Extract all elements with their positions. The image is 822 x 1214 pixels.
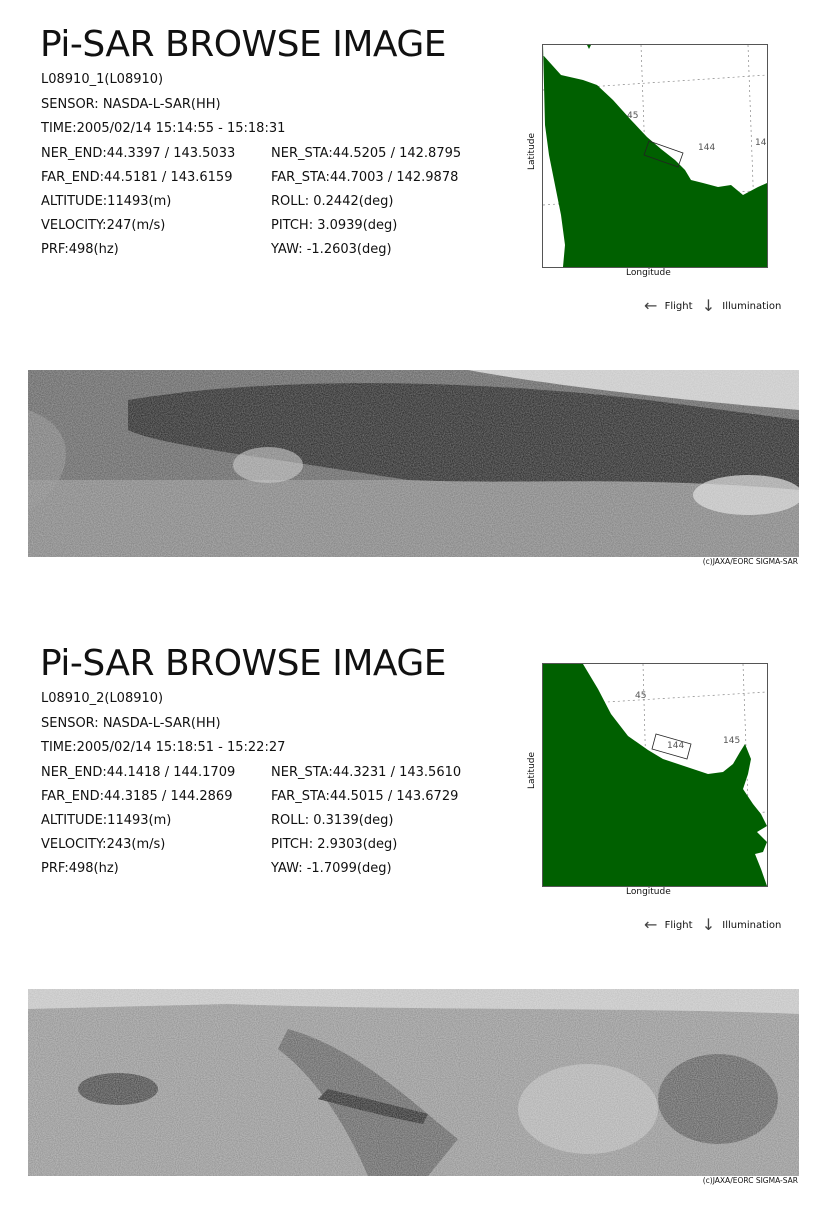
- illumination-arrow-icon: ↓: [701, 915, 716, 934]
- copyright-credit: (c)JAXA/EORC SIGMA-SAR: [702, 557, 798, 566]
- page-title: Pi-SAR BROWSE IMAGE: [40, 24, 447, 65]
- sar-image: [28, 989, 799, 1176]
- grid-label: 14: [755, 138, 767, 148]
- roll-info: ROLL: 0.3139(deg): [271, 813, 394, 828]
- time-info: TIME:2005/02/14 15:18:51 - 15:22:27: [41, 740, 286, 755]
- latitude-label: Latitude: [527, 751, 537, 789]
- illumination-label: Illumination: [722, 919, 782, 931]
- pitch-info: PITCH: 3.0939(deg): [271, 218, 398, 233]
- latitude-label: Latitude: [527, 132, 537, 170]
- near-end-coords: NER_END:44.3397 / 143.5033: [41, 146, 236, 161]
- location-map: [542, 663, 768, 887]
- flight-label: Flight: [664, 300, 693, 312]
- flight-arrow-icon: ←: [644, 296, 658, 315]
- sensor-info: SENSOR: NASDA-L-SAR(HH): [41, 97, 221, 112]
- page-title: Pi-SAR BROWSE IMAGE: [40, 643, 447, 684]
- prf-info: PRF:498(hz): [41, 861, 119, 876]
- flight-label: Flight: [664, 919, 693, 931]
- browse-panel-1: [0, 0, 822, 595]
- grid-label: 144: [667, 741, 685, 751]
- scene-id: L08910_2(L08910): [41, 691, 164, 706]
- map-graphic: [543, 664, 767, 886]
- location-map: [542, 44, 768, 268]
- time-info: TIME:2005/02/14 15:14:55 - 15:18:31: [41, 121, 286, 136]
- pitch-info: PITCH: 2.9303(deg): [271, 837, 398, 852]
- direction-legend: [644, 296, 781, 315]
- grid-label: 45: [627, 111, 639, 121]
- near-start-coords: NER_STA:44.3231 / 143.5610: [271, 765, 462, 780]
- sar-image: [28, 370, 799, 557]
- velocity-info: VELOCITY:243(m/s): [41, 837, 166, 852]
- far-end-coords: FAR_END:44.3185 / 144.2869: [41, 789, 233, 804]
- far-end-coords: FAR_END:44.5181 / 143.6159: [41, 170, 233, 185]
- longitude-label: Longitude: [626, 887, 671, 897]
- far-start-coords: FAR_STA:44.5015 / 143.6729: [271, 789, 459, 804]
- map-graphic: [543, 45, 767, 267]
- altitude-info: ALTITUDE:11493(m): [41, 813, 172, 828]
- yaw-info: YAW: -1.2603(deg): [271, 242, 392, 257]
- near-start-coords: NER_STA:44.5205 / 142.8795: [271, 146, 462, 161]
- altitude-info: ALTITUDE:11493(m): [41, 194, 172, 209]
- roll-info: ROLL: 0.2442(deg): [271, 194, 394, 209]
- sensor-info: SENSOR: NASDA-L-SAR(HH): [41, 716, 221, 731]
- flight-arrow-icon: ←: [644, 915, 658, 934]
- velocity-info: VELOCITY:247(m/s): [41, 218, 166, 233]
- near-end-coords: NER_END:44.1418 / 144.1709: [41, 765, 236, 780]
- land-mass: [543, 664, 767, 886]
- grid-label: 145: [723, 736, 741, 746]
- browse-panel-2: [0, 619, 822, 1214]
- prf-info: PRF:498(hz): [41, 242, 119, 257]
- illumination-arrow-icon: ↓: [701, 296, 716, 315]
- direction-legend: [644, 915, 781, 934]
- scene-id: L08910_1(L08910): [41, 72, 164, 87]
- longitude-label: Longitude: [626, 268, 671, 278]
- yaw-info: YAW: -1.7099(deg): [271, 861, 392, 876]
- far-start-coords: FAR_STA:44.7003 / 142.9878: [271, 170, 459, 185]
- land-mass: [543, 45, 767, 267]
- grid-label: 45: [635, 691, 647, 701]
- illumination-label: Illumination: [722, 300, 782, 312]
- grid-label: 144: [698, 143, 716, 153]
- copyright-credit: (c)JAXA/EORC SIGMA-SAR: [702, 1176, 798, 1185]
